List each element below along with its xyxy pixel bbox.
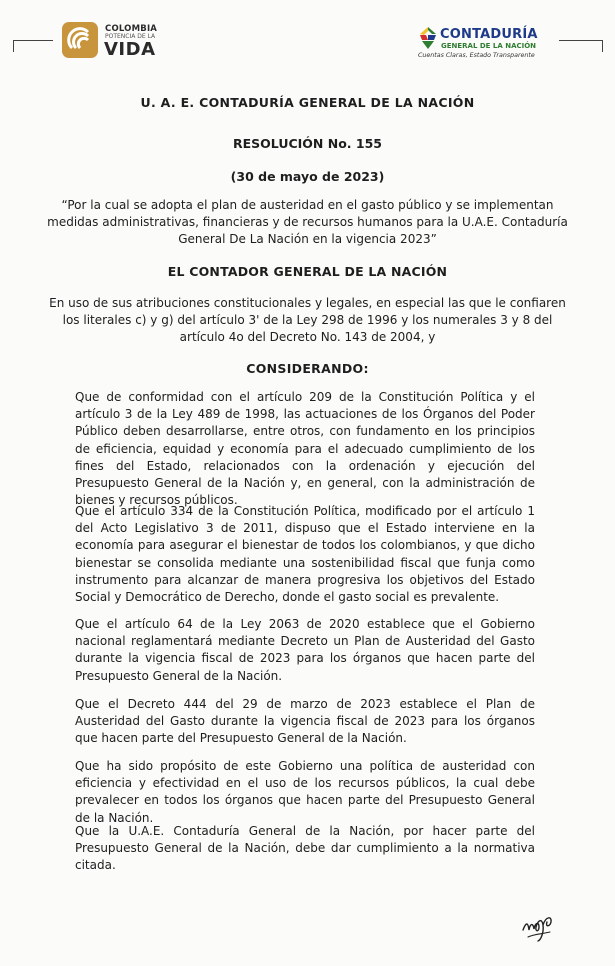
considering-paragraph: Que la U.A.E. Contaduría General de la Nación, por hacer parte del Presupuesto General de la Nación, debe dar cumplimiento a la normativa citada. <box>75 824 535 873</box>
colombia-vida-icon <box>62 22 98 58</box>
powers-paragraph: En uso de sus atribuciones constitucionales y legales, en especial las que le confiaren los literales c) y g) del artículo 3' de la Ley 298 de 1996 y los numerales 3 y 8 del artículo 4o del Decreto No. 143 de 2004, y <box>49 296 566 344</box>
colombia-potencia-de-la-vida-logo <box>62 20 172 60</box>
header-tick-right <box>602 40 603 52</box>
signer-title: EL CONTADOR GENERAL DE LA NACIÓN <box>167 264 448 279</box>
resolution-subject: “Por la cual se adopta el plan de austeridad en el gasto público y se implementan medidas administrativas, financieras y de recursos humanos para la U.A.E. Contaduría General De La Nación en la vigencia 2023” <box>47 198 568 246</box>
considering-paragraph: Que de conformidad con el artículo 209 de la Constitución Política y el artículo 3 de la Ley 489 de 1998, las actuaciones de los Órganos del Poder Público deben desarrollarse, entre otros, con fundamento en los principios de eficiencia, equidad y economía para el adecuado cumplimiento de los fines del Estado, relacionados con la ordenación y ejecución del Presupuesto General de la Nación y, en general, con la administración de bienes y recursos públicos. <box>75 390 535 508</box>
colombia-logo-line3: VIDA <box>104 39 156 60</box>
contaduria-general-logo <box>418 26 548 62</box>
resolution-number: RESOLUCIÓN No. 155 <box>233 136 382 151</box>
header-rule-left <box>13 40 53 41</box>
header-tick-left <box>13 40 14 52</box>
considering-paragraph: Que el Decreto 444 del 29 de marzo de 2023 establece el Plan de Austeridad del Gasto durante la vigencia fiscal de 2023 para los órganos que hacen parte del Presupuesto General de la Nación. <box>75 697 535 746</box>
considering-paragraph: Que el artículo 64 de la Ley 2063 de 2020 establece que el Gobierno nacional reglamentará mediante Decreto un Plan de Austeridad del Gasto durante la vigencia fiscal de 2023 para los órganos que hacen parte del Presupuesto General de la Nación. <box>75 617 535 683</box>
initials-signature <box>520 910 558 944</box>
cgn-logo-subname: GENERAL DE LA NACIÓN <box>441 42 537 50</box>
cgn-emblem-icon <box>418 26 438 50</box>
considering-heading: CONSIDERANDO: <box>246 361 369 376</box>
header-rule-right <box>559 40 603 41</box>
colombia-logo-line1: COLOMBIA <box>105 24 158 34</box>
considering-paragraph: Que el artículo 334 de la Constitución Política, modificado por el artículo 1 del Acto Legislativo 3 de 2011, dispuso que el Estado interviene en la economía para asegurar el bienestar de todos los colombianos, y que dicho bienestar se consolida mediante una sostenibilidad fiscal que funja como instrumento para alcanzar de manera progresiva los objetivos del Estado Social y Democrático de Derecho, donde el gasto social es prevalente. <box>75 504 535 605</box>
considering-paragraph: Que ha sido propósito de este Gobierno una política de austeridad con eficiencia y efectividad en el uso de los recursos públicos, la cual debe prevalecer en todos los órganos que hacen parte del Presupuesto General de la Nación. <box>75 759 535 825</box>
entity-heading: U. A. E. CONTADURÍA GENERAL DE LA NACIÓN <box>140 95 475 110</box>
cgn-logo-name: CONTADURÍA <box>440 27 538 42</box>
colombia-logo-line2: POTENCIA DE LA <box>105 33 156 40</box>
cgn-logo-tagline: Cuentas Claras, Estado Transparente <box>418 52 535 59</box>
resolution-date: (30 de mayo de 2023) <box>230 169 385 184</box>
